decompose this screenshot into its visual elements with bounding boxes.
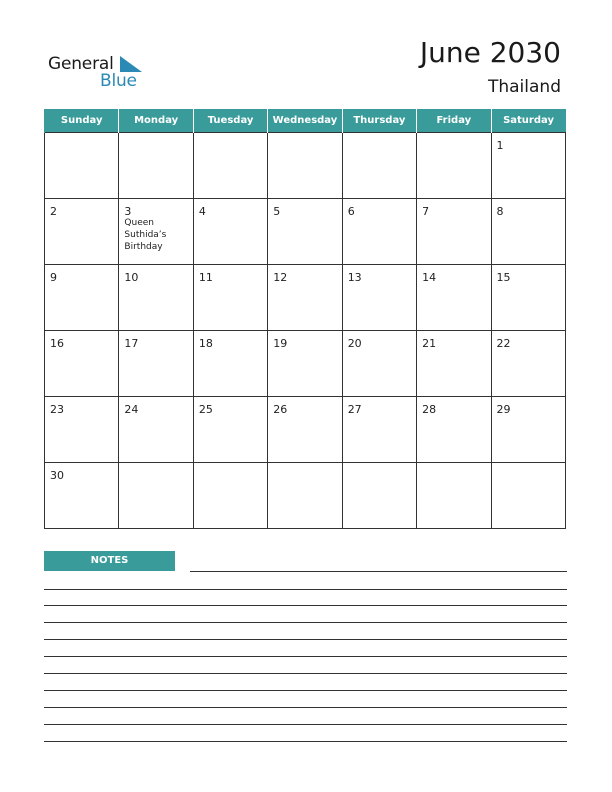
day-number: 23 — [50, 403, 64, 416]
weekday-saturday: Saturday — [491, 109, 565, 133]
day-number: 28 — [422, 403, 437, 416]
day-cell — [268, 331, 342, 397]
day-number: 30 — [50, 469, 64, 482]
day-cell — [193, 265, 267, 331]
week-row — [45, 133, 566, 199]
day-number: 10 — [124, 271, 139, 284]
week-row — [45, 463, 566, 529]
day-number: 2 — [50, 205, 57, 218]
note-line — [44, 673, 567, 674]
day-cell — [45, 331, 119, 397]
day-cell — [119, 397, 193, 463]
logo-general-text: General — [48, 54, 114, 74]
day-cell — [417, 397, 491, 463]
weekday-wednesday: Wednesday — [268, 109, 342, 133]
day-number: 12 — [273, 271, 288, 284]
day-cell — [193, 331, 267, 397]
day-cell — [119, 331, 193, 397]
day-number: 11 — [198, 271, 213, 284]
month-calendar — [44, 109, 566, 529]
day-cell — [491, 133, 565, 199]
day-cell — [491, 397, 565, 463]
day-number: 13 — [347, 271, 362, 284]
note-line — [44, 690, 567, 691]
day-cell — [342, 133, 416, 199]
weekday-monday: Monday — [119, 109, 193, 133]
day-cell — [193, 463, 267, 529]
calendar-body — [45, 133, 566, 529]
day-cell — [417, 199, 491, 265]
day-cell — [119, 199, 193, 265]
week-row — [45, 331, 566, 397]
day-cell — [45, 265, 119, 331]
day-number: 3 — [124, 205, 132, 218]
note-line — [44, 639, 567, 640]
day-cell — [268, 463, 342, 529]
day-cell — [417, 463, 491, 529]
day-cell — [491, 463, 565, 529]
day-cell — [491, 265, 565, 331]
day-cell — [268, 397, 342, 463]
day-number: 9 — [50, 271, 57, 284]
day-cell — [342, 331, 416, 397]
day-cell — [268, 199, 342, 265]
day-number: 24 — [124, 403, 139, 416]
weekday-tuesday: Tuesday — [193, 109, 267, 133]
notes-label: NOTES — [44, 551, 175, 571]
day-number: 27 — [347, 403, 362, 416]
day-cell — [45, 133, 119, 199]
day-cell — [491, 331, 565, 397]
day-number: 7 — [422, 205, 430, 218]
logo-flag-icon — [120, 56, 142, 72]
calendar-country: Thailand — [487, 77, 561, 97]
logo-blue-text: Blue — [100, 71, 137, 91]
day-number: 6 — [347, 205, 355, 218]
day-cell — [119, 265, 193, 331]
day-cell — [45, 397, 119, 463]
day-cell — [342, 463, 416, 529]
day-number: 22 — [496, 337, 511, 350]
day-cell — [45, 463, 119, 529]
day-number: 15 — [496, 271, 511, 284]
day-number: 29 — [496, 403, 511, 416]
day-cell — [119, 463, 193, 529]
note-line — [44, 707, 567, 708]
day-number: 14 — [422, 271, 437, 284]
weekday-friday: Friday — [417, 109, 491, 133]
day-number: 17 — [124, 337, 139, 350]
generalblue-logo — [48, 54, 158, 94]
day-cell — [342, 199, 416, 265]
day-cell — [417, 331, 491, 397]
weekday-thursday: Thursday — [342, 109, 416, 133]
day-number: 20 — [347, 337, 362, 350]
note-line — [44, 656, 567, 657]
day-cell — [119, 133, 193, 199]
day-cell — [417, 265, 491, 331]
week-row — [45, 265, 566, 331]
weekday-sunday: Sunday — [45, 109, 119, 133]
day-number: 21 — [422, 337, 437, 350]
day-number: 18 — [198, 337, 213, 350]
day-cell — [268, 265, 342, 331]
week-row — [45, 199, 566, 265]
day-cell — [417, 133, 491, 199]
day-number: 25 — [198, 403, 213, 416]
week-row — [45, 397, 566, 463]
day-cell — [193, 199, 267, 265]
note-line — [44, 741, 567, 742]
day-number: 19 — [273, 337, 288, 350]
note-line — [44, 724, 567, 725]
day-number: 4 — [198, 205, 206, 218]
note-line — [44, 589, 567, 590]
note-line — [44, 605, 567, 606]
note-line — [190, 571, 567, 572]
day-cell — [45, 199, 119, 265]
day-number: 8 — [496, 205, 504, 218]
note-line — [44, 622, 567, 623]
day-number: 26 — [273, 403, 288, 416]
calendar-title: June 2030 — [419, 36, 561, 69]
day-cell — [491, 199, 565, 265]
day-number: 16 — [50, 337, 64, 350]
day-number: 1 — [496, 139, 504, 152]
day-number: 5 — [273, 205, 281, 218]
weekday-header-row — [45, 109, 566, 133]
day-cell — [193, 397, 267, 463]
holiday-event: Queen Suthida’s Birthday — [124, 218, 167, 252]
day-cell — [342, 265, 416, 331]
day-cell — [268, 133, 342, 199]
day-cell — [193, 133, 267, 199]
day-cell — [342, 397, 416, 463]
